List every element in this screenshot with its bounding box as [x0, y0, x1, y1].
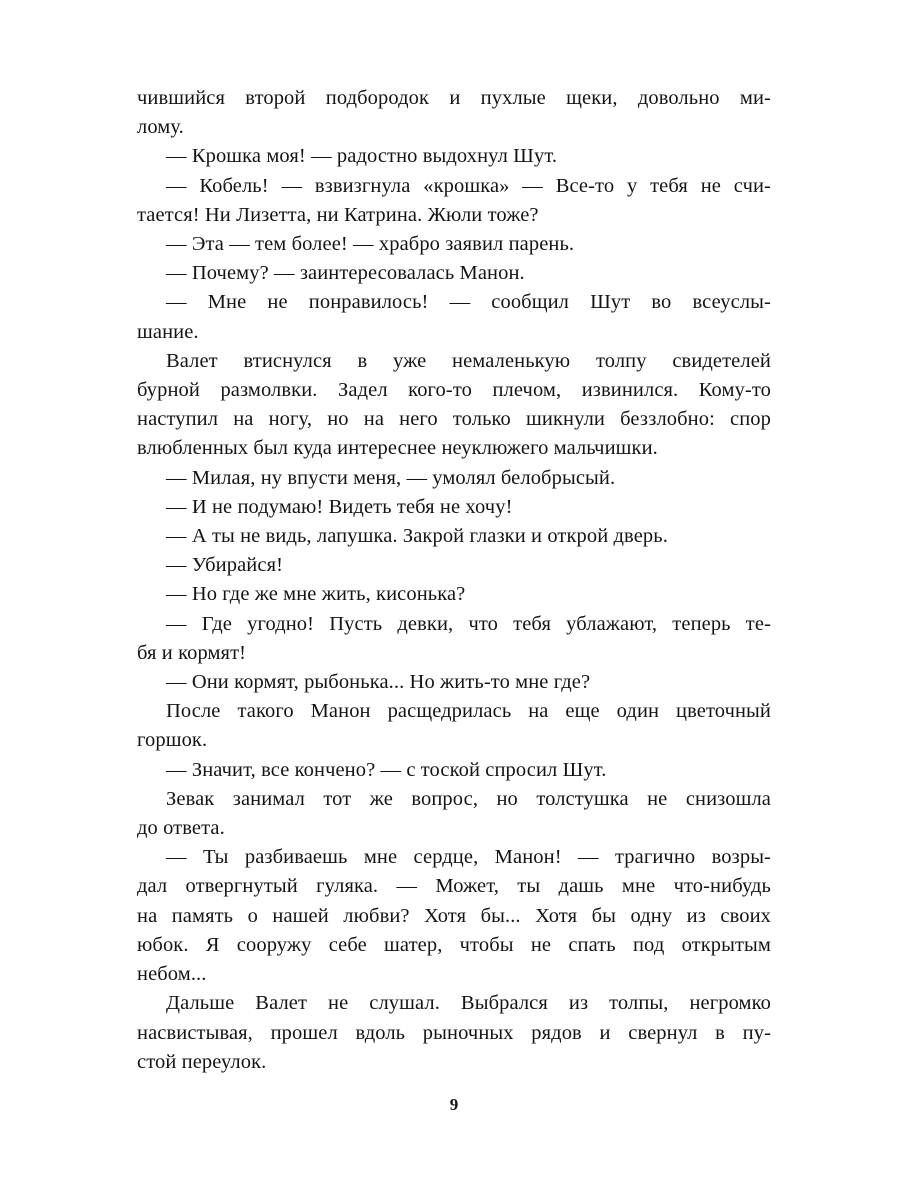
text-line: — Крошка моя! — радостно выдохнул Шут.	[166, 145, 558, 168]
text-line: Дальше Валет не слушал. Выбрался из толпы, негромко	[166, 992, 771, 1015]
text-line: — Где угодно! Пусть девки, что тебя ублажают, теперь те-	[166, 612, 771, 635]
text-line: стой переулок.	[137, 1050, 267, 1073]
text-line: После такого Манон расщедрилась на еще один цветочный	[166, 700, 771, 723]
text-line: юбок. Я сооружу себе шатер, чтобы не спать под открытым	[137, 933, 771, 956]
text-line: бурной размолвки. Задел кого-то плечом, извинился. Кому-то	[137, 379, 771, 402]
text-line: — А ты не видь, лапушка. Закрой глазки и открой дверь.	[166, 525, 668, 548]
paragraph	[137, 785, 771, 843]
paragraph	[137, 347, 771, 464]
text-line: — Убирайся!	[166, 554, 284, 577]
paragraph	[137, 142, 771, 171]
text-line: — Ты разбиваешь мне сердце, Манон! — трагично возры-	[166, 846, 771, 869]
paragraph	[137, 259, 771, 288]
paragraph	[137, 756, 771, 785]
text-line: — Почему? — заинтересовалась Манон.	[166, 262, 525, 285]
paragraph	[137, 580, 771, 609]
text-line: бя и кормят!	[137, 641, 247, 664]
text-line: лому.	[137, 116, 184, 139]
text-line: до ответа.	[137, 817, 225, 840]
text-line: наступил на ногу, но на него только шикнули беззлобно: спор	[137, 408, 771, 431]
text-line: — Они кормят, рыбонька... Но жить-то мне где?	[166, 671, 591, 694]
text-line: насвистывая, прошел вдоль рыночных рядов и свернул в пу-	[137, 1021, 771, 1044]
paragraph	[137, 230, 771, 259]
text-line: тается! Ни Лизетта, ни Катрина. Жюли тоже?	[137, 203, 539, 226]
text-line: — Но где же мне жить, кисонька?	[166, 583, 466, 606]
text-line: Валет втиснулся в уже немаленькую толпу свидетелей	[166, 349, 771, 372]
text-line: горшок.	[137, 729, 208, 752]
paragraph	[137, 172, 771, 230]
text-line: дал отвергнутый гуляка. — Может, ты дашь мне что-нибудь	[137, 875, 771, 898]
text-line: чившийся второй подбородок и пухлые щеки, довольно ми-	[137, 87, 771, 109]
text-line: шание.	[137, 320, 199, 343]
text-line: — Эта — тем более! — храбро заявил парень.	[166, 233, 575, 256]
text-line: — Кобель! — взвизгнула «крошка» — Все-то у тебя не счи-	[166, 174, 771, 197]
paragraph	[137, 288, 771, 346]
paragraph	[137, 668, 771, 697]
page-number: 9	[449, 1095, 459, 1114]
paragraph	[137, 697, 771, 755]
paragraph	[137, 989, 771, 1077]
text-line: небом...	[137, 963, 207, 986]
text-line: влюбленных был куда интереснее неуклюжего мальчишки.	[137, 437, 658, 460]
text-line: — Милая, ну впусти меня, — умолял белобрысый.	[166, 466, 616, 489]
paragraph	[137, 610, 771, 668]
text-line: Зевак занимал тот же вопрос, но толстушка не снизошла	[166, 787, 771, 810]
text-line: — И не подумаю! Видеть тебя не хочу!	[166, 495, 513, 518]
text-line: — Мне не понравилось! — сообщил Шут во всеуслы-	[166, 291, 771, 314]
paragraph	[137, 551, 771, 580]
paragraph	[137, 843, 771, 989]
paragraph	[137, 84, 771, 142]
text-block	[137, 84, 771, 1077]
paragraph	[137, 493, 771, 522]
text-line: — Значит, все кончено? — с тоской спросил Шут.	[166, 758, 607, 781]
paragraph	[137, 464, 771, 493]
paragraph	[137, 522, 771, 551]
text-line: на память о нашей любви? Хотя бы... Хотя бы одну из своих	[137, 904, 771, 927]
